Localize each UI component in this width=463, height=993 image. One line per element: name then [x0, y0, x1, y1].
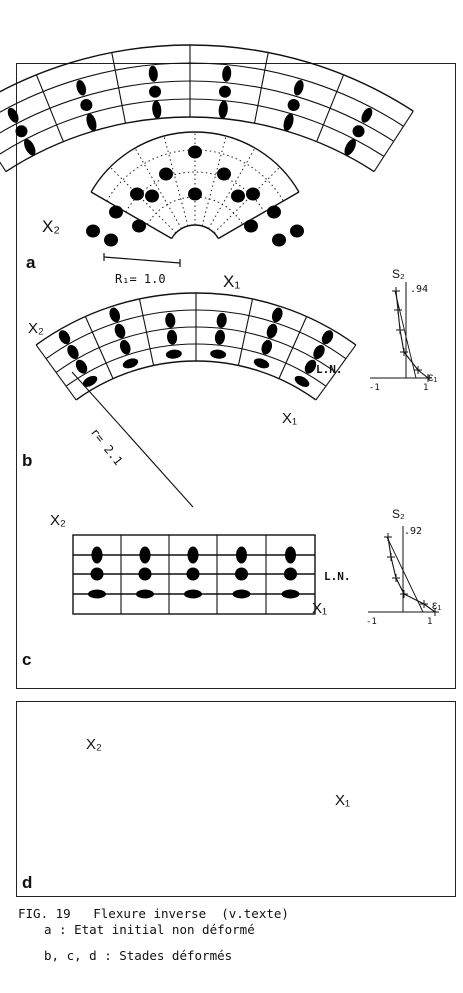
- grid-radial: [0, 111, 6, 171]
- rect-strain-ellipse: [139, 568, 152, 581]
- panel-b-axis-x1-top: X₁: [223, 272, 241, 291]
- fan-strain-dot: [86, 225, 100, 238]
- panel-b-strain-graph: [370, 282, 432, 382]
- grid-strain-ellipse: [108, 306, 122, 323]
- grid-strain-ellipse: [148, 65, 158, 82]
- rect-strain-ellipse: [284, 568, 297, 581]
- fan-strain-dot: [159, 168, 173, 181]
- fan-inner-arc: [172, 225, 219, 239]
- fan-strain-dot: [246, 188, 260, 201]
- graph-c-neg: -1: [366, 617, 377, 627]
- grid-strain-ellipse: [75, 79, 88, 97]
- grid-strain-ellipse: [265, 322, 279, 339]
- grid-strain-ellipse: [253, 357, 271, 371]
- grid-strain-ellipse: [286, 98, 301, 113]
- grid-strain-ellipse: [210, 349, 227, 360]
- fan-strain-dot: [188, 188, 202, 201]
- panel-b-axis-x2: X₂: [28, 320, 44, 337]
- grid-radial: [254, 53, 268, 124]
- graph-b-neg: -1: [369, 383, 380, 393]
- panel-c-letter: c: [22, 650, 32, 669]
- fan-strain-dot: [217, 168, 231, 181]
- caption-line-a: a : Etat initial non déformé: [44, 922, 255, 937]
- graph-c-s-label: S₂: [392, 507, 405, 521]
- grid-strain-ellipse: [216, 312, 228, 328]
- grid-strain-ellipse: [165, 349, 182, 360]
- grid-strain-ellipse: [359, 106, 374, 124]
- rect-strain-ellipse: [236, 547, 247, 564]
- fan-dotted-radial: [209, 148, 256, 229]
- panel-c-strain-graph: [368, 526, 442, 616]
- fan-strain-dot: [267, 206, 281, 219]
- grid-strain-ellipse: [121, 357, 139, 371]
- grid-strain-ellipse: [148, 85, 161, 98]
- grid-strain-ellipse: [218, 85, 231, 98]
- graph-b-pos: 1: [423, 383, 429, 393]
- rect-strain-ellipse: [136, 590, 154, 599]
- panel-a-letter: a: [26, 253, 36, 272]
- grid-strain-ellipse: [270, 306, 284, 323]
- grid-strain-ellipse: [79, 98, 94, 113]
- grid-strain-ellipse: [85, 112, 99, 132]
- rect-strain-ellipse: [187, 568, 200, 581]
- fan-side-edge: [91, 192, 172, 239]
- rect-strain-ellipse: [235, 568, 248, 581]
- grid-strain-ellipse: [218, 100, 229, 119]
- grid-strain-ellipse: [118, 339, 132, 356]
- panel-b-neutral-line-label: L.N.: [316, 363, 343, 376]
- grid-arc: [76, 361, 316, 400]
- grid-strain-ellipse: [221, 65, 231, 82]
- fan-strain-dot: [188, 146, 202, 159]
- fan-strain-dot: [104, 234, 118, 247]
- panel-a-axis-x2: X₂: [42, 217, 60, 236]
- panel-b-radius-label: r= 2.1: [87, 425, 126, 469]
- graph-c-pos: 1: [427, 617, 433, 627]
- rect-strain-ellipse: [92, 547, 103, 564]
- grid-strain-ellipse: [350, 123, 366, 139]
- grid-arc: [0, 45, 413, 111]
- fan-strain-dot: [130, 188, 144, 201]
- grid-strain-ellipse: [165, 312, 177, 328]
- fan-strain-dot: [145, 190, 159, 203]
- rect-strain-ellipse: [140, 547, 151, 564]
- grid-strain-ellipse: [13, 123, 29, 139]
- graph-b-s-label: S₂: [392, 267, 405, 281]
- panel-c-rect: [73, 535, 315, 614]
- panel-d-letter: d: [22, 873, 33, 892]
- rect-strain-ellipse: [91, 568, 104, 581]
- radius-bar: [104, 257, 180, 263]
- rect-strain-ellipse: [188, 547, 199, 564]
- caption-title: FIG. 19 Flexure inverse (v.texte): [18, 906, 289, 921]
- graph-curve: [388, 537, 435, 612]
- graph-curve: [396, 291, 428, 378]
- fan-strain-dot: [290, 225, 304, 238]
- fan-strain-dot: [132, 220, 146, 233]
- panel-c-axis-x1: X₁: [312, 600, 328, 617]
- grid-strain-ellipse: [282, 112, 296, 132]
- graph-b-value: .94: [410, 284, 429, 295]
- grid-strain-ellipse: [292, 79, 305, 97]
- grid-strain-ellipse: [113, 322, 127, 339]
- panel-c-neutral-line-label: L.N.: [324, 570, 351, 583]
- rect-strain-ellipse: [233, 590, 251, 599]
- panel-b-axis-x1: X₁: [282, 410, 298, 427]
- fan-strain-dot: [231, 190, 245, 203]
- panel-c-axis-x2: X₂: [50, 512, 66, 529]
- grid-radial: [112, 53, 126, 124]
- fan-strain-dot: [109, 206, 123, 219]
- graph-c-e-label: ε₁: [432, 598, 442, 612]
- grid-strain-ellipse: [151, 100, 162, 119]
- grid-strain-ellipse: [214, 329, 226, 345]
- fan-strain-dot: [272, 234, 286, 247]
- fan-dotted-radial: [202, 136, 226, 226]
- grid-strain-ellipse: [166, 329, 178, 345]
- graph-c-value: .92: [404, 526, 423, 537]
- caption-line-bcd: b, c, d : Stades déformés: [44, 948, 233, 963]
- graph-reference-line: [387, 537, 423, 612]
- radius-line: [72, 372, 193, 507]
- graph-b-e-label: ε₁: [428, 370, 438, 384]
- grid-strain-ellipse: [260, 339, 274, 356]
- panel-b-arc: [36, 293, 356, 507]
- grid-strain-ellipse: [5, 106, 20, 124]
- grid-radial: [238, 299, 252, 366]
- panel-d-axis-x2: X₂: [86, 736, 102, 753]
- panel-d-arc: [0, 45, 413, 172]
- panel-a-fan: [86, 132, 304, 267]
- grid-arc: [6, 117, 374, 172]
- rect-strain-ellipse: [184, 590, 202, 599]
- fan-dotted-radial: [164, 136, 188, 226]
- panel-a-radius-label: R₁= 1.0: [115, 272, 166, 286]
- fan-dotted-radial: [135, 148, 182, 229]
- fan-side-edge: [218, 192, 299, 239]
- panel-b-letter: b: [22, 451, 33, 470]
- rect-strain-ellipse: [88, 590, 106, 599]
- grid-radial: [139, 299, 153, 366]
- panel-d-axis-x1: X₁: [335, 792, 351, 809]
- fan-strain-dot: [244, 220, 258, 233]
- rect-strain-ellipse: [282, 590, 300, 599]
- rect-strain-ellipse: [285, 547, 296, 564]
